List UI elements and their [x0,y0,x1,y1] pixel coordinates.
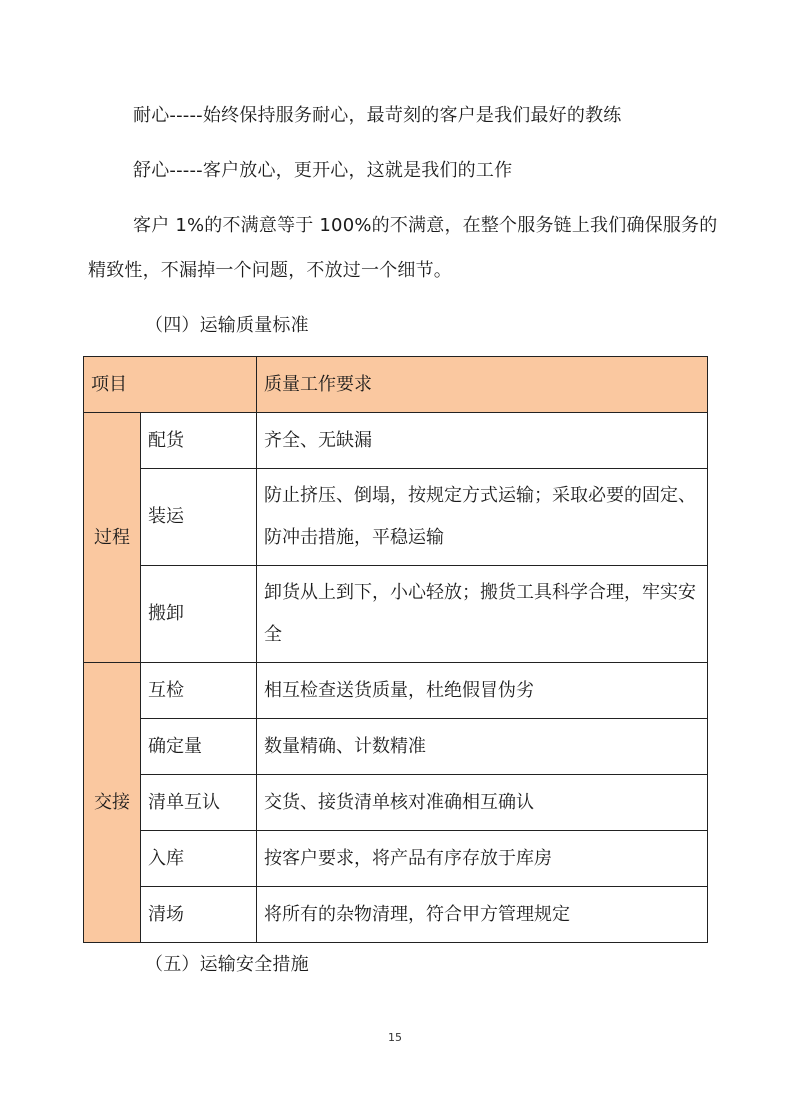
table-row [84,566,708,663]
table-row [84,413,708,469]
row-requirement: 相互检查送货质量，杜绝假冒伪劣 [257,663,708,719]
row-item: 确定量 [141,719,257,775]
row-item: 入库 [141,831,257,887]
table-row [84,831,708,887]
row-requirement: 防止挤压、倒塌，按规定方式运输；采取必要的固定、防冲击措施，平稳运输 [257,469,708,566]
group-handover: 交接 [84,663,141,943]
paragraph-reassurance: 舒心-----客户放心，更开心，这就是我们的工作 [133,160,513,181]
table-row [84,663,708,719]
row-requirement: 数量精确、计数精准 [257,719,708,775]
row-item: 配货 [141,413,257,469]
paragraph-satisfaction-line1: 客户 1%的不满意等于 100%的不满意，在整个服务链上我们确保服务的 [133,215,718,236]
table-row [84,887,708,943]
row-item: 搬卸 [141,566,257,663]
row-item: 装运 [141,469,257,566]
section-heading-transport-quality: （四）运输质量标准 [145,315,309,336]
quality-standard-table [83,356,708,943]
table-row [84,719,708,775]
header-item: 项目 [84,357,257,413]
table-row [84,469,708,566]
section-heading-transport-safety: （五）运输安全措施 [145,954,309,975]
table-row [84,775,708,831]
row-requirement: 齐全、无缺漏 [257,413,708,469]
row-requirement: 将所有的杂物清理，符合甲方管理规定 [257,887,708,943]
paragraph-patience: 耐心-----始终保持服务耐心，最苛刻的客户是我们最好的教练 [133,105,622,126]
row-item: 清场 [141,887,257,943]
row-requirement: 卸货从上到下，小心轻放；搬货工具科学合理，牢实安全 [257,566,708,663]
row-item: 清单互认 [141,775,257,831]
header-requirement: 质量工作要求 [257,357,708,413]
row-item: 互检 [141,663,257,719]
row-requirement: 交货、接货清单核对准确相互确认 [257,775,708,831]
group-process: 过程 [84,413,141,663]
row-requirement: 按客户要求，将产品有序存放于库房 [257,831,708,887]
paragraph-satisfaction-line2: 精致性，不漏掉一个问题，不放过一个细节。 [88,260,452,281]
table-header-row [84,357,708,413]
page-number: 15 [388,1031,402,1044]
